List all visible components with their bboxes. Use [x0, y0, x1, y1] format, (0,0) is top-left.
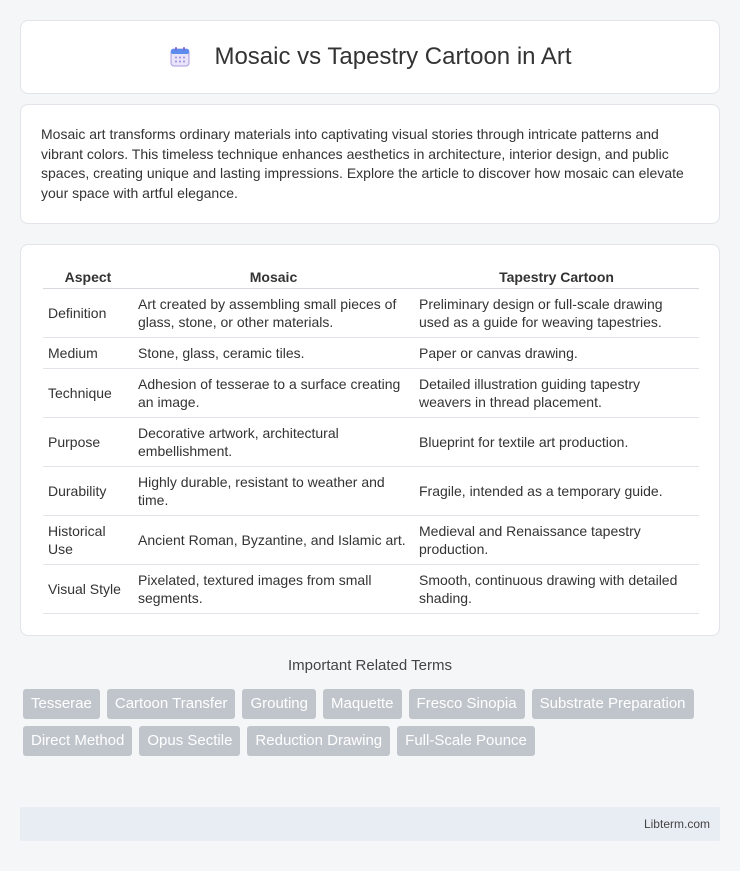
tag-opus-sectile[interactable]: Opus Sectile: [139, 726, 240, 756]
header-card: [20, 20, 720, 94]
cell-aspect: Definition: [43, 289, 133, 338]
cell-aspect: Durability: [43, 467, 133, 516]
cell-mosaic: Ancient Roman, Byzantine, and Islamic art.: [133, 516, 414, 565]
header-aspect: Aspect: [43, 265, 133, 289]
cell-tapestry: Smooth, continuous drawing with detailed shading.: [414, 565, 699, 614]
table-row: [43, 289, 699, 338]
intro-card: [20, 104, 720, 224]
table-row: [43, 338, 699, 369]
cell-aspect: Visual Style: [43, 565, 133, 614]
cell-mosaic: Stone, glass, ceramic tiles.: [133, 338, 414, 369]
cell-mosaic: Highly durable, resistant to weather and time.: [133, 467, 414, 516]
table-row: [43, 369, 699, 418]
tag-maquette[interactable]: Maquette: [323, 689, 402, 719]
related-terms-title: Important Related Terms: [288, 657, 452, 674]
tag-reduction-drawing[interactable]: Reduction Drawing: [247, 726, 390, 756]
cell-tapestry: Fragile, intended as a temporary guide.: [414, 467, 699, 516]
intro-text: Mosaic art transforms ordinary materials into captivating visual stories through intricate patterns and vibrant colors. This timeless technique enhances aesthetics in architecture, interior design, and public spaces, creating unique and lasting impressions. Explore the article to discover how mosaic can elevate your space with artful elegance.: [41, 126, 684, 201]
table-row: [43, 565, 699, 614]
cell-mosaic: Pixelated, textured images from small segments.: [133, 565, 414, 614]
cell-tapestry: Blueprint for textile art production.: [414, 418, 699, 467]
header-mosaic: Mosaic: [133, 265, 414, 289]
footer: [20, 807, 720, 841]
tag-full-scale-pounce[interactable]: Full-Scale Pounce: [397, 726, 535, 756]
cell-mosaic: Adhesion of tesserae to a surface creating an image.: [133, 369, 414, 418]
table-row: [43, 467, 699, 516]
cell-aspect: Technique: [43, 369, 133, 418]
comparison-table: [43, 265, 699, 614]
tag-tesserae[interactable]: Tesserae: [23, 689, 100, 719]
calendar-icon: [168, 45, 192, 69]
header: [21, 21, 719, 93]
cell-aspect: Medium: [43, 338, 133, 369]
cell-tapestry: Medieval and Renaissance tapestry production.: [414, 516, 699, 565]
cell-tapestry: Paper or canvas drawing.: [414, 338, 699, 369]
cell-tapestry: Preliminary design or full-scale drawing used as a guide for weaving tapestries.: [414, 289, 699, 338]
header-tapestry: Tapestry Cartoon: [414, 265, 699, 289]
page-title: Mosaic vs Tapestry Cartoon in Art: [214, 43, 572, 70]
cell-tapestry: Detailed illustration guiding tapestry weavers in thread placement.: [414, 369, 699, 418]
cell-mosaic: Art created by assembling small pieces of glass, stone, or other materials.: [133, 289, 414, 338]
tag-substrate-preparation[interactable]: Substrate Preparation: [532, 689, 694, 719]
comparison-card: [20, 244, 720, 636]
cell-mosaic: Decorative artwork, architectural embellishment.: [133, 418, 414, 467]
tag-fresco-sinopia[interactable]: Fresco Sinopia: [409, 689, 525, 719]
related-terms-list: [23, 689, 703, 756]
tag-grouting[interactable]: Grouting: [242, 689, 316, 719]
tag-cartoon-transfer[interactable]: Cartoon Transfer: [107, 689, 236, 719]
cell-aspect: Purpose: [43, 418, 133, 467]
table-header-row: [43, 265, 699, 289]
cell-aspect: Historical Use: [43, 516, 133, 565]
table-row: [43, 516, 699, 565]
table-row: [43, 418, 699, 467]
footer-link[interactable]: Libterm.com: [643, 817, 710, 831]
tag-direct-method[interactable]: Direct Method: [23, 726, 132, 756]
